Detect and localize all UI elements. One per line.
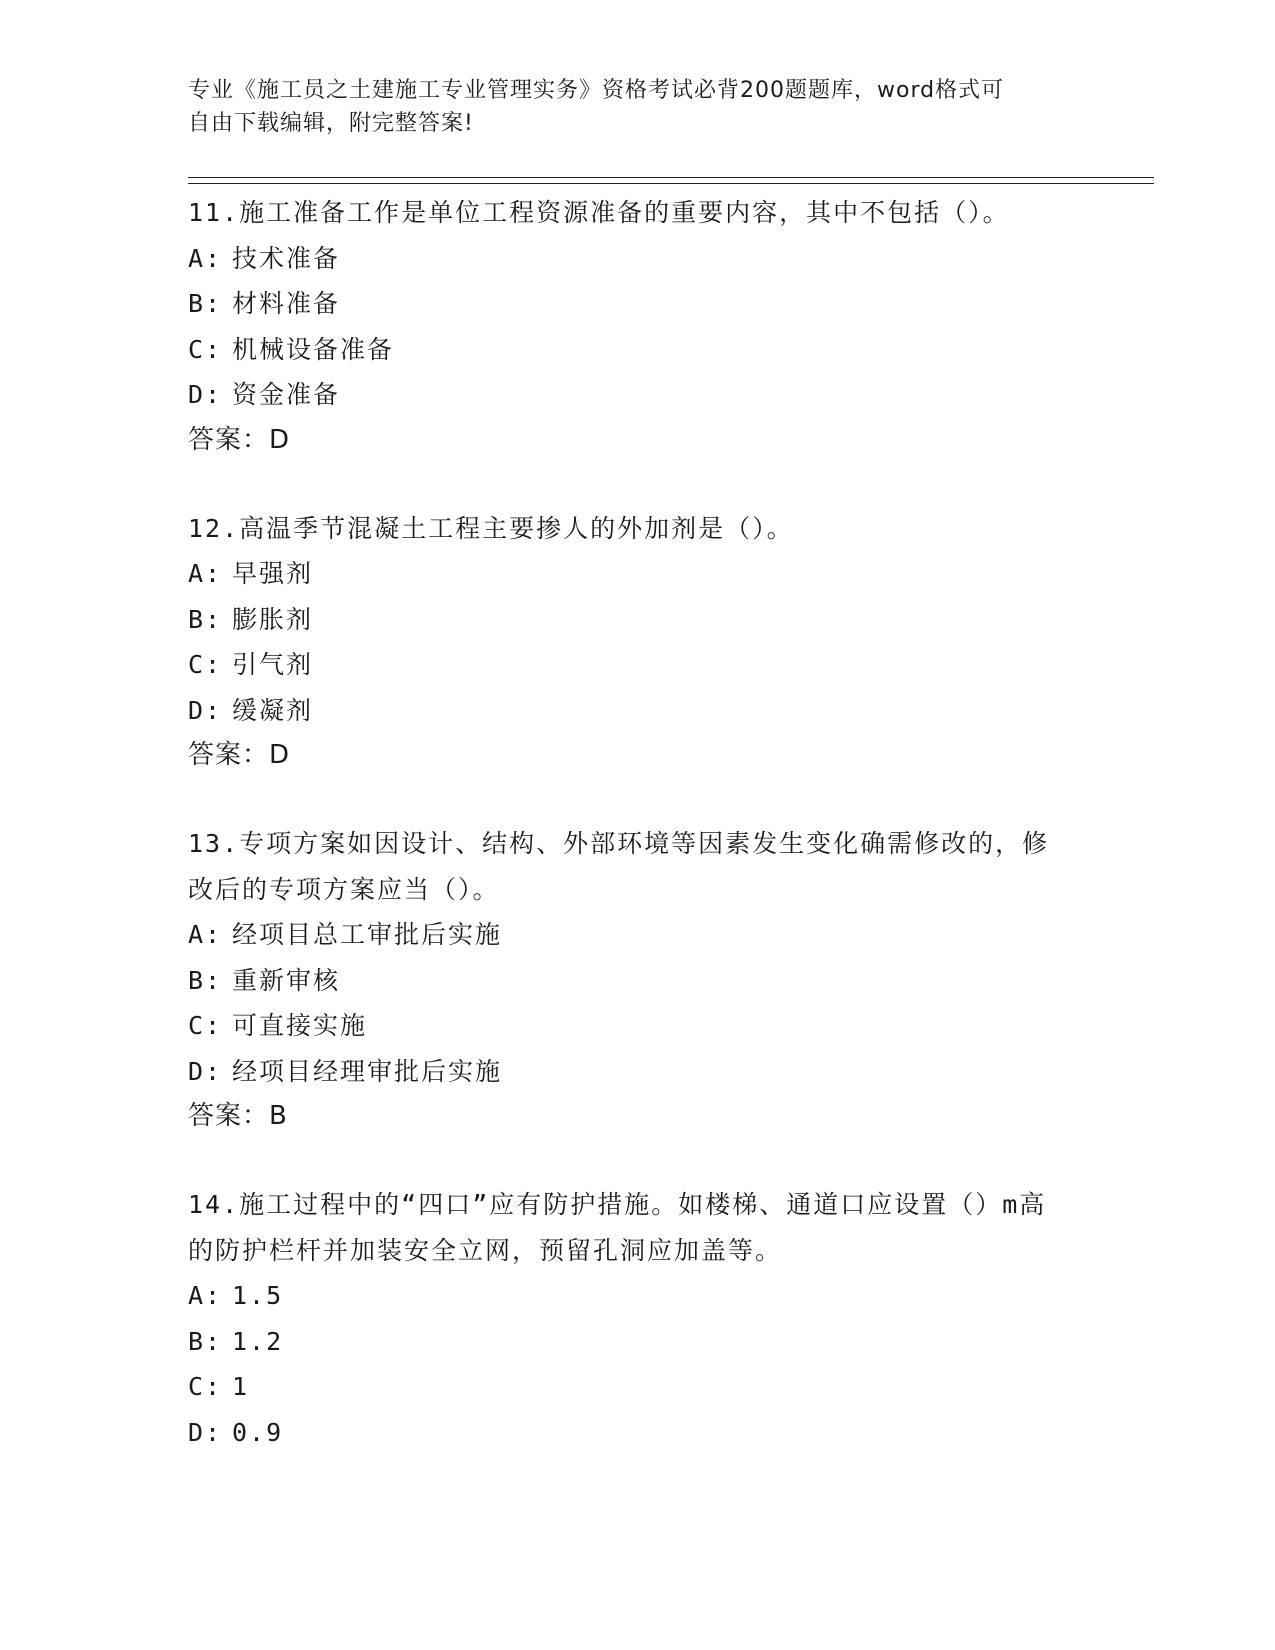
option-d	[188, 1049, 1088, 1095]
option-c	[188, 642, 1088, 688]
option-key: B:	[188, 289, 223, 318]
option-key: D:	[188, 1056, 223, 1086]
question-stem: 13.专项方案如因设计、结构、外部环境等因素发生变化确需修改的，修改后的专项方案应当（）。	[188, 829, 1050, 904]
option-text: 1.2	[232, 1326, 284, 1356]
answer-line: 答案：B	[188, 1101, 288, 1131]
option-c	[188, 1364, 1088, 1410]
option-key: A:	[188, 1281, 223, 1310]
option-text: 重新审核	[232, 965, 341, 995]
option-b	[188, 597, 1088, 643]
header-divider-bottom	[188, 183, 1154, 184]
option-text: 可直接实施	[232, 1011, 368, 1040]
option-key: C:	[188, 334, 223, 364]
option-text: 经项目经理审批后实施	[232, 1056, 503, 1086]
option-key: D:	[188, 380, 223, 409]
option-a	[188, 1273, 1088, 1319]
option-c	[188, 1003, 1088, 1049]
option-key: B:	[188, 604, 223, 634]
option-text: 技术准备	[232, 243, 341, 273]
option-key: B:	[188, 1326, 223, 1356]
question-stem: 12.高温季节混凝土工程主要掺人的外加剂是（）。	[188, 513, 794, 543]
header-line-1: 专业《施工员之土建施工专业管理实务》资格考试必背200题题库，word格式可	[188, 78, 1005, 103]
option-text: 1	[232, 1372, 250, 1401]
header-divider-top	[188, 177, 1154, 178]
option-key: B:	[188, 965, 223, 995]
option-key: D:	[188, 1417, 223, 1447]
option-key: C:	[188, 1011, 223, 1040]
question-12	[188, 506, 1088, 779]
question-13	[188, 821, 1088, 1139]
option-text: 资金准备	[232, 380, 341, 409]
option-text: 机械设备准备	[232, 334, 395, 364]
option-key: D:	[188, 695, 223, 725]
document-header	[188, 74, 1068, 140]
option-c	[188, 327, 1088, 373]
option-text: 引气剂	[232, 650, 314, 679]
question-list	[188, 190, 1088, 1498]
option-key: C:	[188, 650, 223, 679]
question-14	[188, 1182, 1088, 1455]
option-a	[188, 551, 1088, 597]
question-stem: 14.施工过程中的“四口”应有防护措施。如楼梯、通道口应设置（）m高的防护栏杆并加装安全立网，预留孔洞应加盖等。	[188, 1190, 1047, 1265]
option-text: 膨胀剂	[232, 604, 314, 634]
option-key: A:	[188, 559, 223, 588]
option-key: A:	[188, 243, 223, 273]
option-b	[188, 958, 1088, 1004]
question-stem: 11.施工准备工作是单位工程资源准备的重要内容，其中不包括（）。	[188, 198, 1010, 227]
option-d	[188, 372, 1088, 418]
question-11	[188, 190, 1088, 463]
option-b	[188, 1319, 1088, 1365]
option-text: 1.5	[232, 1281, 284, 1310]
option-key: C:	[188, 1372, 223, 1401]
option-d	[188, 1410, 1088, 1456]
option-text: 缓凝剂	[232, 695, 314, 725]
answer-line: 答案：D	[188, 424, 291, 455]
option-text: 早强剂	[232, 559, 314, 588]
option-text: 材料准备	[232, 289, 341, 318]
option-d	[188, 688, 1088, 734]
option-a	[188, 236, 1088, 282]
option-a	[188, 912, 1088, 958]
option-text: 0.9	[232, 1417, 284, 1447]
answer-line: 答案：D	[188, 740, 291, 770]
option-b	[188, 281, 1088, 327]
option-text: 经项目总工审批后实施	[232, 920, 503, 949]
header-line-2: 自由下载编辑，附完整答案!	[188, 111, 474, 136]
option-key: A:	[188, 920, 223, 949]
